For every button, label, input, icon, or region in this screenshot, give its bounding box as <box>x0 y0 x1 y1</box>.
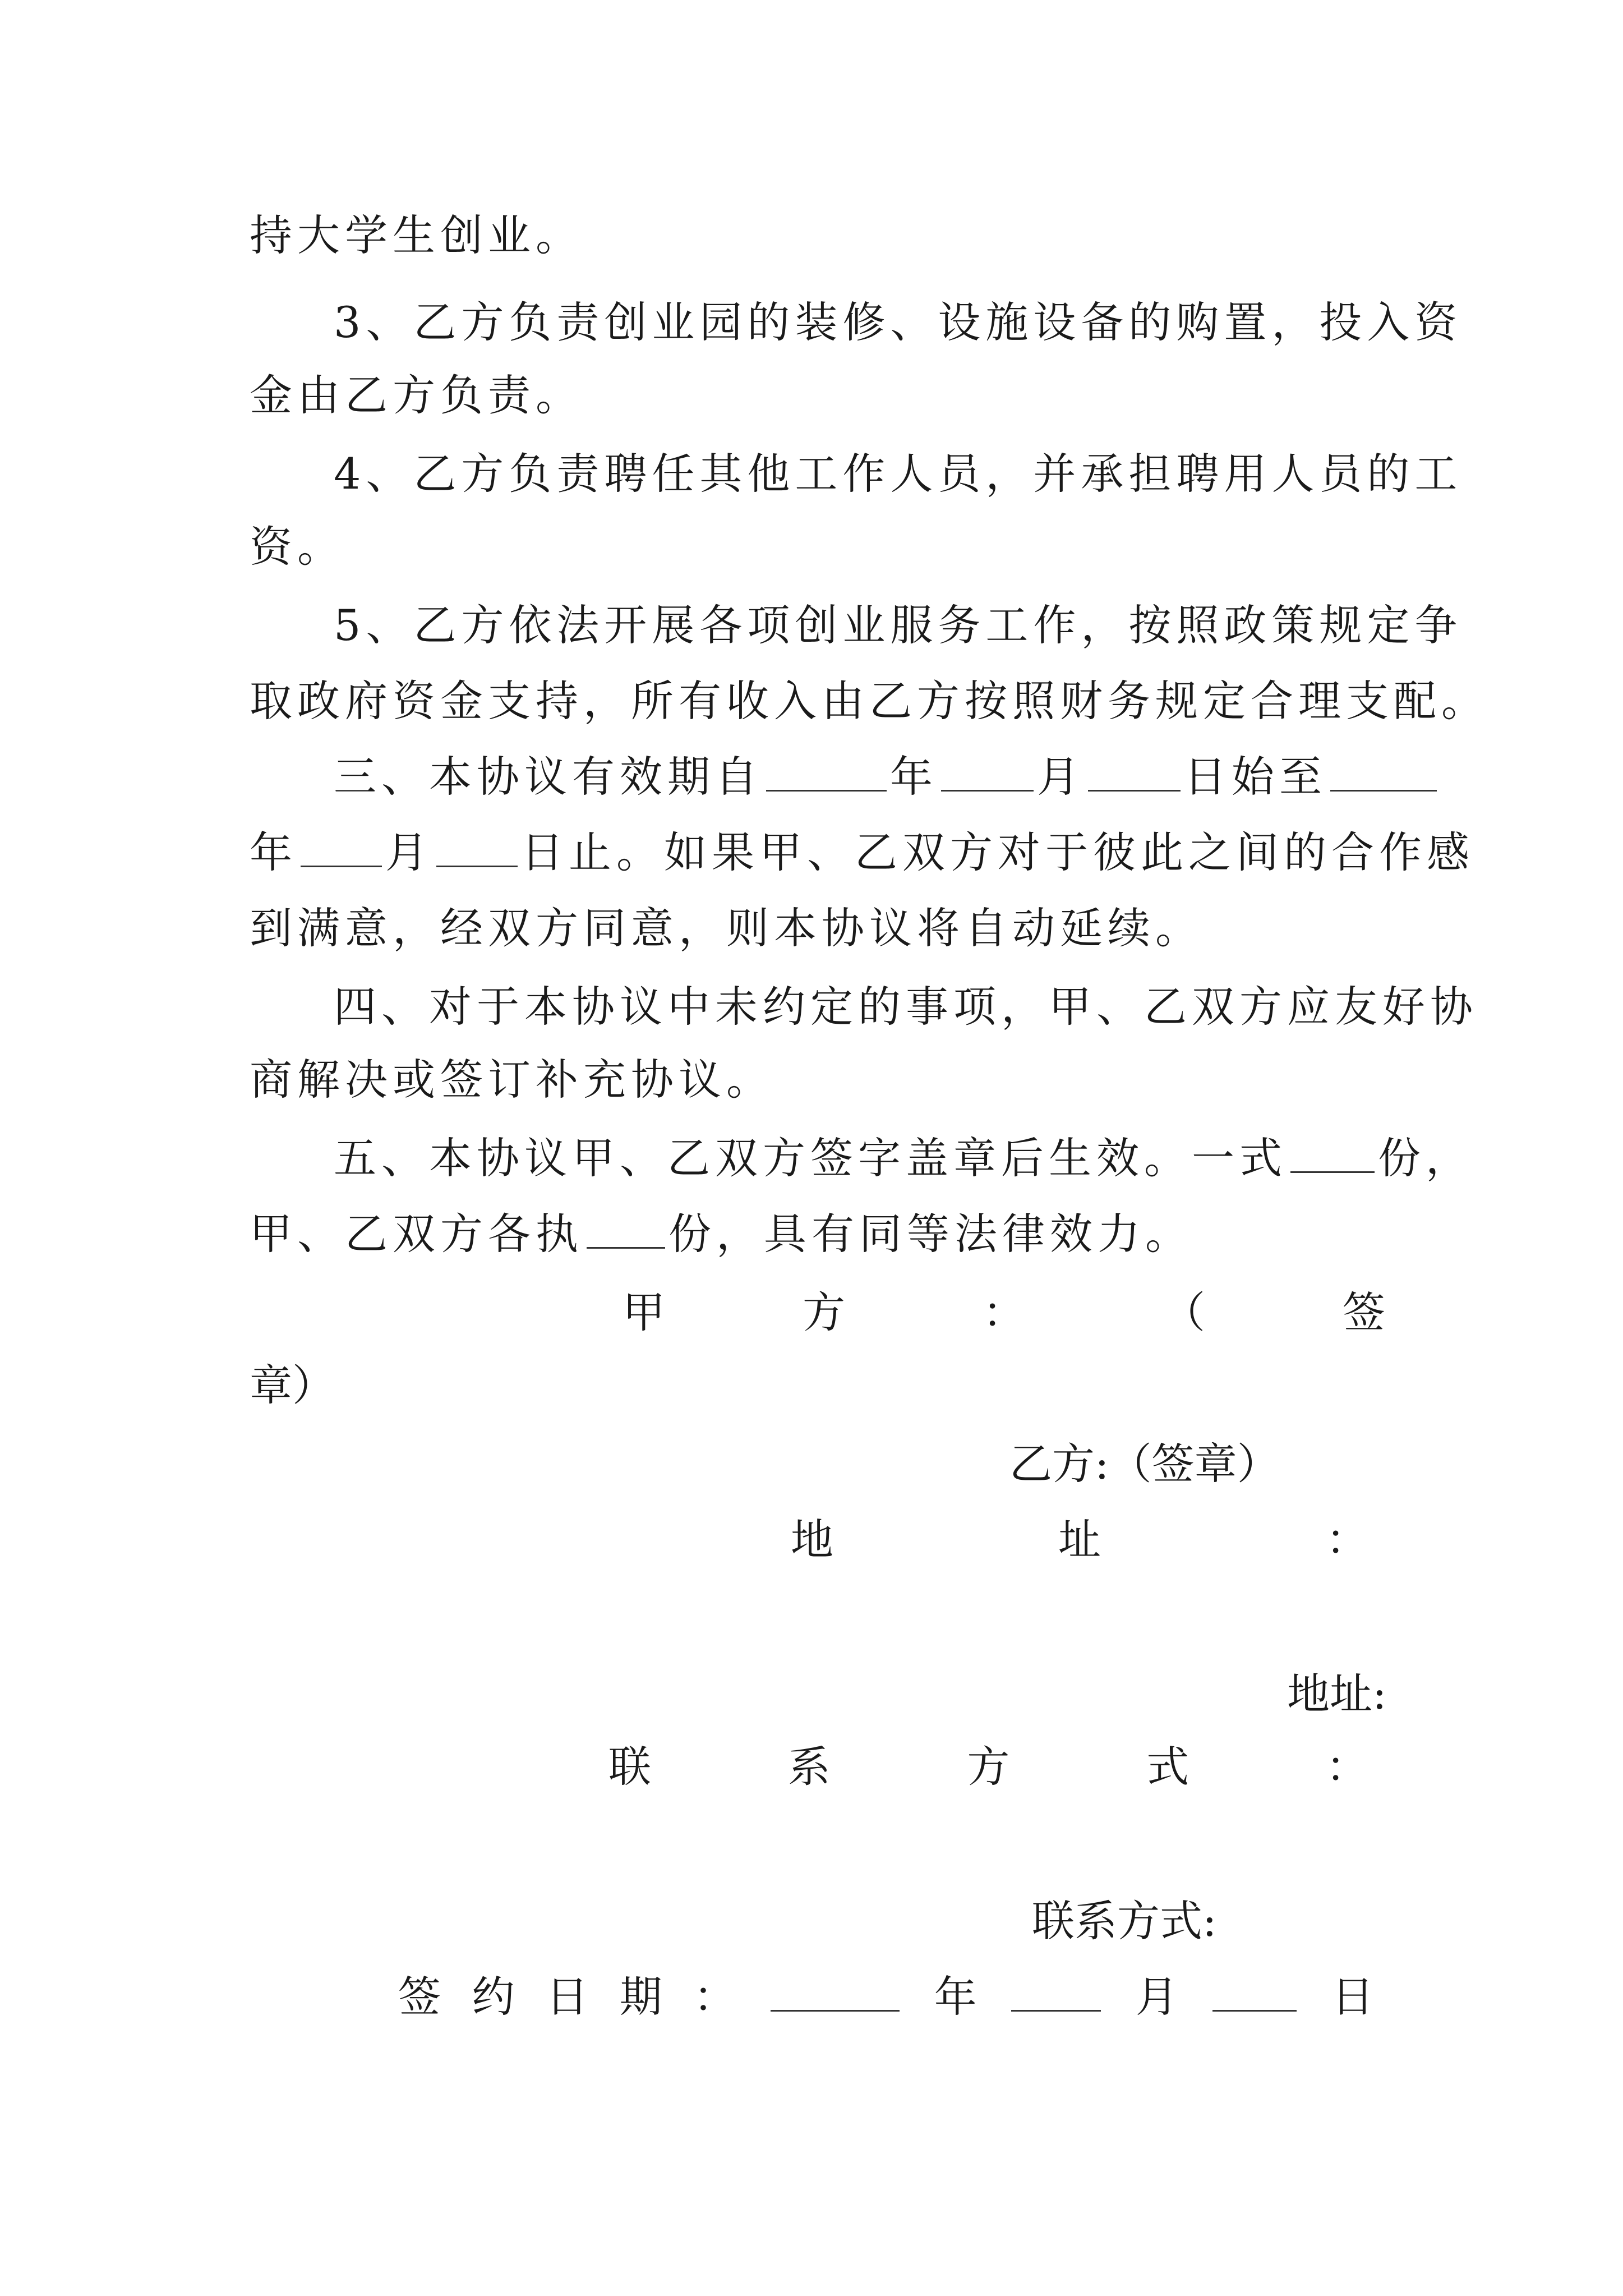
party-a-contact <box>608 1739 1368 1795</box>
date-char: 签 <box>398 1972 441 2022</box>
section-4-line: 四、对于本协议中未约定的事项，甲、乙双方应友好协 <box>334 982 1478 1032</box>
section-5-line <box>334 1130 1473 1186</box>
clause-5-line: 5、乙方依法开展各项创业服务工作，按照政策规定争 <box>334 600 1463 650</box>
section-3-line: 到满意，经双方同意，则本协议将自动延续。 <box>250 903 1203 953</box>
section-4-line: 商解决或签订补充协议。 <box>250 1055 774 1105</box>
party-a-signature-end: 章） <box>250 1360 335 1410</box>
year-blank <box>766 751 887 792</box>
date-char: 日 <box>546 1972 589 2022</box>
section-5-line <box>250 1206 1193 1262</box>
section-3-text: 三、本协议有效期自 <box>334 752 763 802</box>
clause-4-line: 资。 <box>250 522 345 572</box>
contact-char: ： <box>1326 1742 1368 1792</box>
sig-char: 方 <box>803 1287 845 1337</box>
signing-date <box>398 1969 1374 2025</box>
clause-5-line: 取政府资金支持，所有收入由乙方按照财务规定合理支配。 <box>250 676 1489 726</box>
copies-blank <box>587 1208 665 1249</box>
month-label: 月 <box>1037 752 1085 802</box>
section-5-text: 甲、乙双方各执 <box>250 1209 583 1259</box>
contact-char: 系 <box>787 1742 831 1792</box>
section-3-line <box>334 749 1440 805</box>
date-char: 期 <box>619 1972 662 2022</box>
month-blank <box>941 751 1034 792</box>
month-label: 月 <box>1135 1972 1178 2022</box>
section-5-text: 份，具有同等法律效力。 <box>668 1209 1193 1259</box>
party-a-address <box>791 1512 1368 1568</box>
year-blank <box>1330 751 1437 792</box>
section-3-text: 日始至 <box>1184 752 1327 802</box>
section-3-line <box>250 825 1474 881</box>
section-3-text: 日止。如果甲、乙双方对于彼此之间的合作感 <box>521 827 1474 877</box>
date-char: 约 <box>472 1972 515 2022</box>
sig-char: ： <box>983 1287 1025 1337</box>
contact-char: 方 <box>967 1742 1010 1792</box>
year-label: 年 <box>934 1972 977 2022</box>
addr-char: 地 <box>791 1515 833 1565</box>
day-label: 日 <box>1331 1972 1374 2022</box>
day-blank <box>436 826 518 867</box>
clause-3-line: 3、乙方负责创业园的装修、设施设备的购置，投入资 <box>334 297 1463 347</box>
party-a-signature <box>623 1285 1385 1341</box>
date-char: ： <box>693 1972 736 2022</box>
contact-char: 联 <box>608 1742 651 1792</box>
contact-char: 式 <box>1146 1742 1189 1792</box>
copies-blank <box>1290 1132 1375 1173</box>
month-blank <box>1011 1971 1101 2012</box>
paragraph-line: 持大学生创业。 <box>250 210 583 260</box>
addr-char: 址 <box>1058 1515 1101 1565</box>
sig-char: 甲 <box>623 1287 665 1337</box>
clause-3-line: 金由乙方负责。 <box>250 370 583 420</box>
year-blank <box>771 1971 900 2012</box>
section-5-text: 份， <box>1378 1133 1473 1183</box>
month-blank <box>301 826 382 867</box>
year-label: 年 <box>250 827 297 877</box>
party-b-contact: 联系方式: <box>1032 1896 1217 1946</box>
party-b-address: 地址: <box>1287 1669 1387 1719</box>
sig-char: （ <box>1163 1287 1205 1337</box>
month-label: 月 <box>385 827 433 877</box>
section-5-text: 五、本协议甲、乙双方签字盖章后生效。一式 <box>334 1133 1287 1183</box>
clause-4-line: 4、乙方负责聘任其他工作人员，并承担聘用人员的工 <box>334 449 1463 499</box>
party-b-signature: 乙方:（签章） <box>1009 1439 1280 1489</box>
day-blank <box>1088 751 1181 792</box>
day-blank <box>1212 1971 1297 2012</box>
year-label: 年 <box>890 752 938 802</box>
sig-char: 签 <box>1343 1287 1385 1337</box>
addr-char: ： <box>1326 1515 1368 1565</box>
